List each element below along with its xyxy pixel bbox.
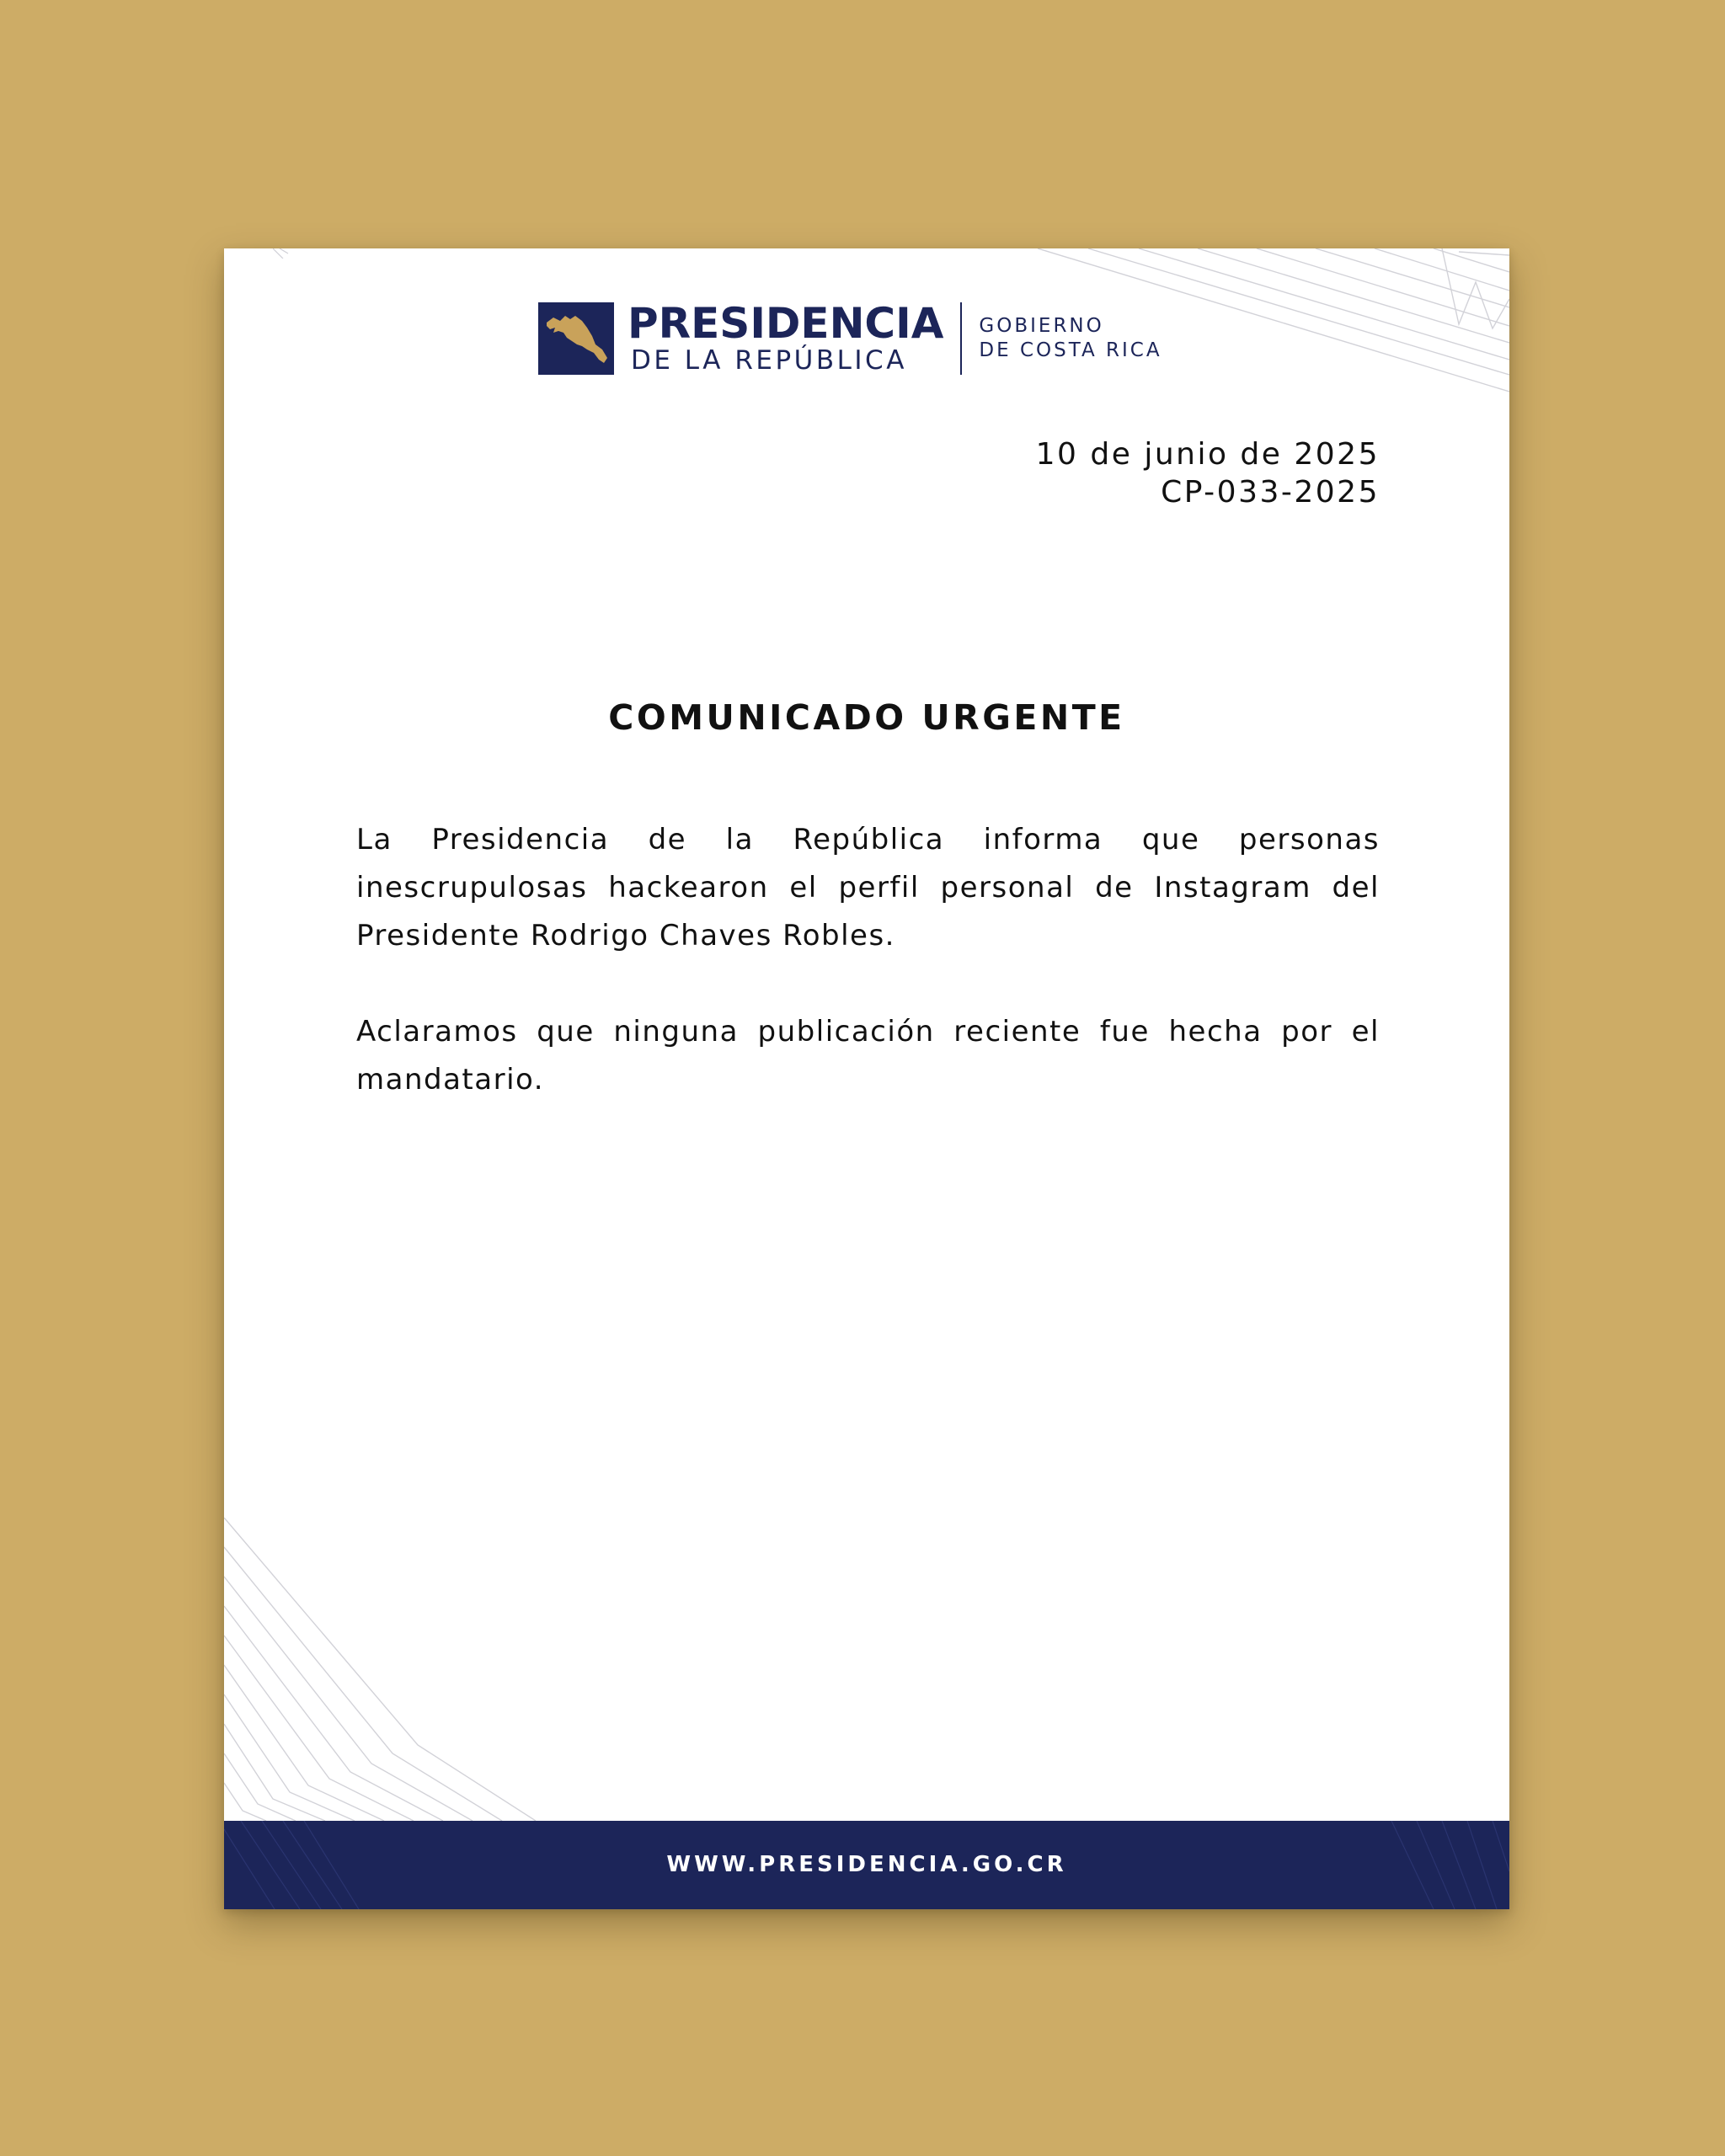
logo-wordmark (628, 299, 944, 376)
government-line-1: GOBIERNO (979, 315, 1104, 337)
body-paragraph-2: Aclaramos que ninguna publicación reciente fue hecha por el mandatario. (356, 1015, 1380, 1097)
document-date: 10 de junio de 2025 (1035, 437, 1380, 472)
costa-rica-map-icon (538, 302, 614, 375)
presidencia-logo (538, 301, 1162, 376)
website-url: WWW.PRESIDENCIA.GO.CR (666, 1852, 1067, 1877)
document-reference: CP-033-2025 (1161, 475, 1380, 510)
press-release-page (224, 248, 1509, 1909)
decorative-lines-top-left (273, 248, 298, 259)
document-title: COMUNICADO URGENTE (608, 697, 1125, 738)
body-paragraph-1: La Presidencia de la República informa que personas inescrupulosas hackearon el perfil personal de Instagram del Presidente Rodrigo Chaves Robles. (356, 823, 1380, 953)
footer-bar (224, 1821, 1509, 1909)
document-meta (1036, 435, 1380, 511)
logo-sub-text: DE LA REPÚBLICA (631, 345, 907, 376)
logo-main-text: PRESIDENCIA (628, 299, 944, 348)
logo-divider (960, 302, 962, 375)
decorative-lines-bottom-left (224, 1518, 544, 1821)
government-label (979, 302, 1162, 375)
government-line-2: DE COSTA RICA (979, 339, 1162, 361)
